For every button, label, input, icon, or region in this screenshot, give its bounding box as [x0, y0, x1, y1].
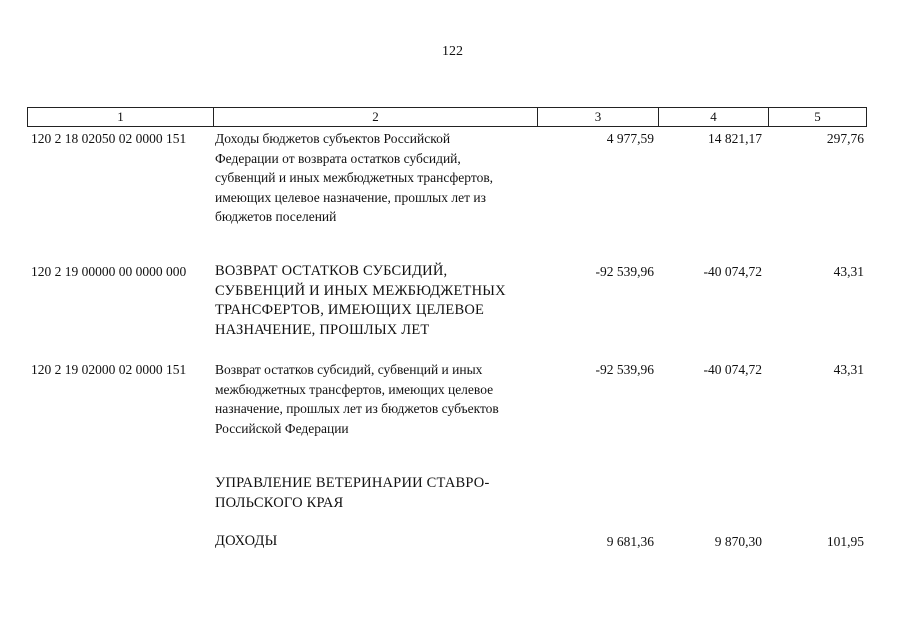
header-col-5: 5 — [768, 108, 867, 126]
header-col-3: 3 — [537, 108, 658, 126]
row-value-col4: -40 074,72 — [703, 362, 762, 377]
section-heading: УПРАВЛЕНИЕ ВЕТЕРИНАРИИ СТАВРО-ПОЛЬСКОГО КРАЯ — [215, 475, 490, 511]
row-value-col5: 101,95 — [826, 534, 864, 549]
row-name: Доходы бюджетов субъектов Российской Федерации от возврата остатков субсидий, субвенций и иных межбюджетных трансфертов, имеющих целевое назначение, прошлых лет из бюджетов поселений — [215, 131, 494, 224]
row-value-col3: -92 539,96 — [595, 264, 654, 279]
row-value-col5: 43,31 — [833, 264, 864, 279]
row-value-col5: 43,31 — [833, 362, 864, 377]
row-value-col3: 4 977,59 — [606, 131, 654, 146]
table-header — [27, 107, 867, 127]
header-col-4: 4 — [658, 108, 768, 126]
header-col-1: 1 — [27, 108, 213, 126]
row-name: ВОЗВРАТ ОСТАТКОВ СУБСИДИЙ, СУБВЕНЦИЙ И ИНЫХ МЕЖБЮДЖЕТНЫХ ТРАНСФЕРТОВ, ИМЕЮЩИХ ЦЕЛЕВОЕ НАЗНАЧЕНИЕ, ПРОШЛЫХ ЛЕТ — [215, 263, 506, 338]
row-value-col3: -92 539,96 — [595, 362, 654, 377]
row-name: Возврат остатков субсидий, субвенций и иных межбюджетных трансфертов, имеющих целевое назначение, прошлых лет из бюджетов субъектов Российской Федерации — [215, 362, 499, 436]
row-value-col4: 9 870,30 — [714, 534, 762, 549]
row-value-col3: 9 681,36 — [606, 534, 654, 549]
row-value-col5: 297,76 — [826, 131, 864, 146]
row-value-col4: -40 074,72 — [703, 264, 762, 279]
page-number: 122 — [442, 44, 463, 59]
header-col-2: 2 — [213, 108, 537, 126]
row-code: 120 2 19 00000 00 0000 000 — [31, 264, 187, 279]
row-code: 120 2 19 02000 02 0000 151 — [31, 362, 187, 377]
row-code: 120 2 18 02050 02 0000 151 — [31, 131, 187, 146]
row-name: ДОХОДЫ — [215, 533, 278, 549]
row-value-col4: 14 821,17 — [708, 131, 762, 146]
